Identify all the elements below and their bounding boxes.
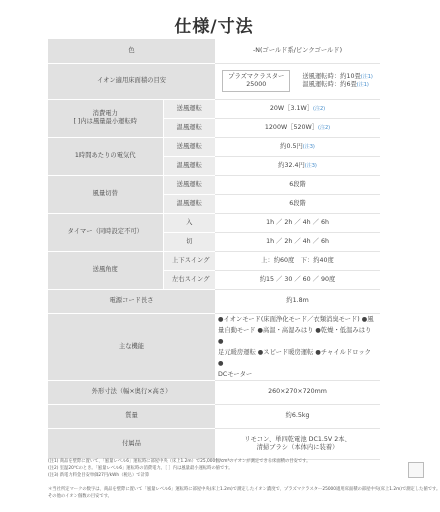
- angle-ud-value: 上：約60度 下：約40度: [215, 251, 380, 270]
- cord-label: 電源コード長さ: [48, 289, 215, 313]
- footnote-2: (注2) 室温20℃のとき。「風量レベル6」運転時の消費電力。［ ］内は風量最小運転時の値です。: [48, 466, 233, 471]
- power-warm-sub: 温風運転: [163, 118, 215, 137]
- badge-line1: プラズマクラスター: [228, 73, 285, 81]
- footnote-ion-2: その他のイオン個数の目安です。: [48, 494, 112, 499]
- footnote-3: (注3) 新電力料金目安単価27円/kWh（税込）で計算: [48, 473, 150, 478]
- cost-fan-text: 約0.5円: [280, 142, 303, 150]
- table-row: [48, 99, 380, 118]
- note-ref: (注2): [313, 105, 326, 112]
- badge-line2: 25000: [246, 81, 267, 88]
- accessories-line: リモコン、単四乾電池 DC1.5V 2本、: [244, 435, 351, 443]
- airflow-warm-sub: 温風運転: [163, 194, 215, 213]
- table-row: [48, 404, 380, 428]
- timer-off-value: 1h ／ 2h ／ 4h ／ 6h: [215, 232, 380, 251]
- cost-warm-text: 約32.4円: [278, 161, 305, 169]
- cost-warm-sub: 温風運転: [163, 156, 215, 175]
- table-row: [48, 213, 380, 232]
- angle-lr-value: 約15 ／ 30 ／ 60 ／ 90度: [215, 270, 380, 289]
- note-ref: (注1): [356, 82, 369, 88]
- angle-lr-sub: 左右スイング: [163, 270, 215, 289]
- size-label: 外形寸法（幅×奥行×高さ）: [48, 380, 215, 404]
- timer-off-sub: 切: [163, 232, 215, 251]
- power-fan-value: [215, 99, 380, 118]
- table-row: [48, 251, 380, 270]
- airflow-fan-sub: 送風運転: [163, 175, 215, 194]
- power-label: [48, 99, 163, 137]
- functions-line: ●イオンモード(床面浄化モード／衣類消臭モード) ●風: [218, 315, 374, 323]
- power-warm-value: [215, 118, 380, 137]
- cost-fan-sub: 送風運転: [163, 137, 215, 156]
- qr-code-icon: [408, 462, 424, 478]
- table-row: [48, 39, 380, 63]
- airflow-fan-value: 6段階: [215, 175, 380, 194]
- spec-table: [48, 39, 380, 460]
- accessories-value: [215, 428, 380, 459]
- timer-on-value: 1h ／ 2h ／ 4h ／ 6h: [215, 213, 380, 232]
- power-fan-sub: 送風運転: [163, 99, 215, 118]
- footnote-1: (注1) 商品を壁際に置いて、「風量レベル6」運転時に部屋中央（床上1.2m）で25,000個/cm³のイオンが測定できる床面積の目安です。: [48, 459, 311, 464]
- functions-line: DCモーター: [218, 370, 253, 378]
- accessories-line: 清掃ブラシ（本体内に装着）: [256, 443, 339, 451]
- note-ref: (注3): [304, 162, 317, 169]
- timer-label: タイマー（同時設定不可）: [48, 213, 163, 251]
- power-warm-text: 1200W［520W］: [264, 123, 319, 131]
- functions-label: 主な機能: [48, 313, 215, 380]
- table-row: [48, 313, 380, 380]
- note-ref: (注1): [360, 74, 373, 81]
- timer-on-sub: 入: [163, 213, 215, 232]
- airflow-label: 風量切替: [48, 175, 163, 213]
- angle-ud-sub: 上下スイング: [163, 251, 215, 270]
- plasmacluster-badge: [222, 70, 290, 92]
- note-ref: (注3): [302, 143, 315, 150]
- footnote-ion-1: ＊当社所定マークの数字は、商品を壁際に置いて「風量レベル6」運転時に部屋中央(床上1.2m)で測定したイオン濃度で、プラズマクラスター25000適用床面積の部屋中央(床上1.2m)で測定した値です。: [48, 487, 440, 492]
- table-row: [48, 289, 380, 313]
- accessories-label: 付属品: [48, 428, 215, 459]
- cost-label: 1時間あたりの電気代: [48, 137, 163, 175]
- weight-label: 質量: [48, 404, 215, 428]
- functions-line: 足元暖房運転 ●スピード暖房運転 ●チャイルドロック ●: [218, 348, 371, 367]
- ion-warm-area: 温風運転時：約6畳: [302, 81, 357, 88]
- power-fan-text: 20W［3.1W］: [269, 104, 313, 112]
- power-label-line1: 消費電力: [92, 110, 118, 118]
- power-label-line2: [ ]内は風量最小運転時: [73, 118, 138, 125]
- weight-value: 約6.5kg: [215, 404, 380, 428]
- table-row: [48, 380, 380, 404]
- color-label: 色: [48, 39, 215, 63]
- airflow-warm-value: 6段階: [215, 194, 380, 213]
- size-value: 260×270×720mm: [215, 380, 380, 404]
- ion-label: イオン適用床面積の目安: [48, 63, 215, 99]
- angle-label: 送風角度: [48, 251, 163, 289]
- functions-value: [215, 313, 380, 380]
- cost-fan-value: [215, 137, 380, 156]
- cost-warm-value: [215, 156, 380, 175]
- table-row: [48, 175, 380, 194]
- cord-value: 約1.8m: [215, 289, 380, 313]
- page-title: 仕様/寸法: [174, 17, 254, 37]
- color-value: -N(ゴールド系/ピンクゴールド): [215, 39, 380, 63]
- functions-line: 量自動モード ●高温・高湿みはり ●乾燥・低温みはり ●: [218, 326, 372, 345]
- footnotes: [48, 458, 440, 500]
- table-row: [48, 137, 380, 156]
- ion-value: [215, 63, 380, 99]
- table-row: [48, 428, 380, 459]
- ion-fan-area: 送風運転時：約10畳: [302, 73, 361, 81]
- note-ref: (注2): [318, 124, 331, 131]
- ion-area-lines: [302, 73, 372, 89]
- table-row: [48, 63, 380, 99]
